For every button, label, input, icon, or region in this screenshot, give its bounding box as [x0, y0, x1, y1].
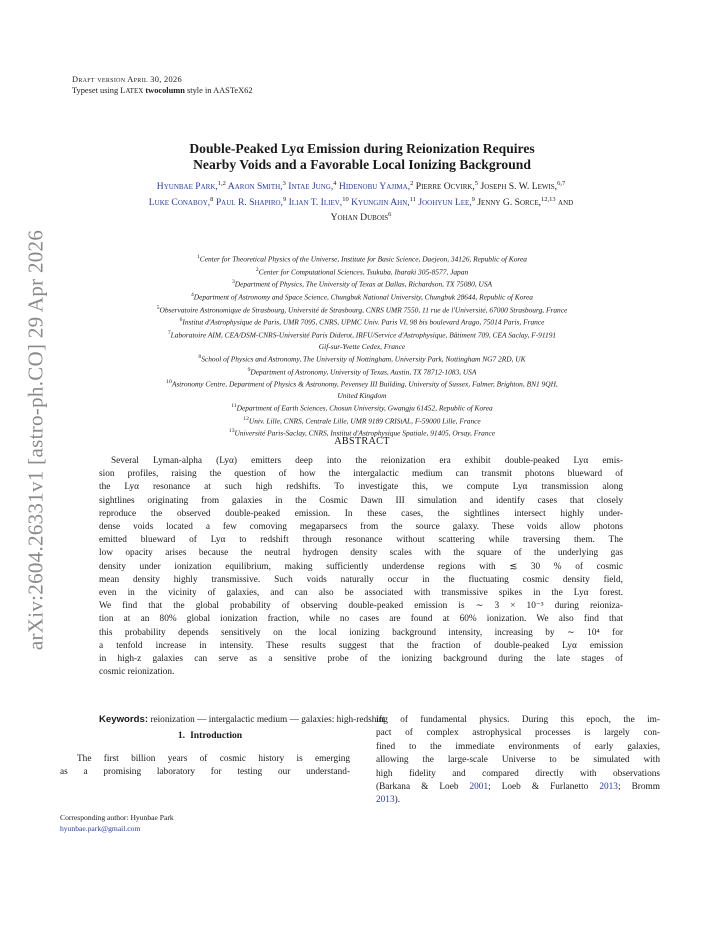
- author-name[interactable]: Intae Jung,: [288, 181, 334, 193]
- affiliation-number: 3: [231, 279, 235, 286]
- author-line-3: [62, 209, 660, 225]
- citation-link[interactable]: 2001: [469, 782, 489, 793]
- left-column: [60, 753, 350, 780]
- right-text-line: fined to the immediate environments of early galaxies,: [376, 741, 660, 752]
- affiliation-number: 10: [166, 379, 172, 386]
- author-name: Jenny G. Sorce,: [477, 196, 542, 208]
- author-affil-mark: 9: [282, 195, 287, 203]
- affiliation-line: $^9$Department of Astronomy, University of Texas, Austin, TX 78712-1083, USA: [247, 366, 477, 377]
- affiliation-number: 8: [198, 353, 202, 360]
- affiliation-number: 2: [255, 266, 259, 273]
- affiliation-number: 5: [156, 304, 160, 311]
- affiliation-line: $^8$School of Physics and Astronomy, The University of Nottingham, University Park, Nottingham NG7 2RD, UK: [198, 353, 526, 364]
- author-affil-mark: 11: [409, 195, 416, 203]
- keywords-text: reionization — intergalactic medium — galaxies: high-redshift: [150, 715, 385, 725]
- section-title: Introduction: [190, 730, 243, 741]
- right-text-line-last: 2013).: [376, 795, 401, 806]
- author-name[interactable]: Hyunbae Park,: [156, 181, 218, 193]
- typeset-note: Typeset using LATEX twocolumn style in AASTeX62: [72, 86, 253, 95]
- title-line-1: Double-Peaked Lyα Emission during Reionization Requires: [189, 141, 535, 156]
- right-text-line: ing of fundamental physics. During this epoch, the im-: [376, 715, 660, 725]
- keywords-label: Keywords:: [99, 714, 149, 725]
- page-header: [72, 74, 253, 97]
- affiliation-line: $^5$Observatoire Astronomique de Strasbourg, Université de Strasbourg, CNRS UMR 7550, 11 rue de l'Université, 67000 Strasbourg, France: [156, 304, 568, 315]
- author-name[interactable]: Luke Conaboy,: [148, 196, 211, 208]
- abstract-line: reproduce the observed double-peaked emission. In these cases, the sightlines intersect highly under-: [99, 508, 623, 519]
- author-affil-mark: 9: [471, 195, 475, 203]
- right-text-line: high fidelity and compared directly with observations: [376, 768, 660, 779]
- affiliation-number: 1: [196, 254, 200, 260]
- title-line-2: Nearby Voids and a Favorable Local Ionizing Background: [193, 157, 531, 172]
- affiliation-line: $^4$Department of Astronomy and Space Science, Chungbuk National University, Chungbuk 28644, Republic of Korea: [190, 292, 534, 302]
- affiliation-number: 9: [247, 366, 251, 373]
- author-conjunction: and: [558, 196, 574, 208]
- affiliation-line: $^{10}$Astronomy Centre, Department of Physics & Astronomy, Pevensey III Building, University of Sussex, Falmer, Brighton, BN1 9QH,: [166, 379, 558, 389]
- left-text-line: The first billion years of cosmic history is emerging: [77, 754, 350, 764]
- right-text-line: allowing the large-scale Universe to be simulated with: [376, 755, 660, 766]
- author-name: Pierre Ocvirk,: [415, 181, 475, 193]
- affiliation-number: 6: [179, 317, 183, 324]
- latex-logo: ATEX: [125, 87, 144, 95]
- abstract-line: sightlines originating from galaxies in the Cosmic Dawn III simulation and identify cases that closely: [99, 495, 623, 506]
- author-name: Yohan Dubois: [330, 212, 389, 224]
- abstract-line: low opacity arises because the neutral hydrogen density scales with the square of the underlying gas: [99, 548, 623, 559]
- author-name[interactable]: Kyungjin Ahn,: [351, 196, 410, 208]
- section-number: 1.: [177, 730, 186, 741]
- affiliation-number: 4: [190, 292, 194, 299]
- keywords: [99, 714, 385, 725]
- author-affil-mark: 4: [333, 180, 337, 187]
- affiliation-line: $^{13}$Université Paris-Saclay, CNRS, Institut d'Astrophysique Spatiale, 91405, Orsay, France: [228, 428, 496, 438]
- abstract-line: emitted blueward of Lyα to redshift through resonance without scattering while traversing them. The: [99, 535, 623, 546]
- author-name[interactable]: Joohyun Lee,: [418, 196, 472, 208]
- abstract-heading: ABSTRACT: [334, 436, 390, 447]
- right-column: [376, 714, 660, 808]
- abstract-line: mean density highly transmissive. Such voids naturally occur in the fluctuating cosmic density field,: [99, 574, 623, 585]
- corresponding-email-link[interactable]: hyunbae.park@gmail.com: [60, 824, 141, 834]
- affiliation-line: $^1$Center for Theoretical Physics of the Universe, Institute for Basic Science, Daejeon, 34126, Republic of Korea: [196, 254, 528, 264]
- right-text-line: pact of complex astrophysical processes is largely con-: [376, 728, 660, 739]
- affiliation-line: $^3$Department of Physics, The University of Texas at Dallas, Richardson, TX 75080, USA: [231, 279, 493, 289]
- citation-link[interactable]: 2013: [599, 782, 618, 793]
- author-line-2: [62, 194, 660, 210]
- author-name[interactable]: Paul R. Shapiro,: [215, 196, 283, 208]
- abstract-line: density under ionization equilibrium, making sufficiently underdense regions with ≲ 30 % of cosmic: [99, 561, 623, 572]
- author-affil-mark: 2: [410, 180, 414, 187]
- author-affil-mark: 3: [282, 180, 286, 187]
- affiliations: [48, 252, 676, 439]
- author-list: [62, 178, 660, 225]
- corresponding-author: [60, 812, 174, 835]
- author-affil-mark: 12,13: [541, 195, 556, 203]
- author-name[interactable]: Aaron Smith,: [227, 181, 283, 193]
- abstract-line: We find that the global probability of observing double-peaked emission is ∼ 3 × 10⁻³ during reioniza-: [99, 601, 623, 612]
- author-line-1: [62, 178, 660, 194]
- author-affil-mark: 1,2: [217, 180, 226, 187]
- corresponding-label: Corresponding author: Hyunbae Park: [60, 813, 174, 822]
- abstract-line: in high-z galaxies can serve as a sensitive probe of the ionizing background during the late stages of: [99, 654, 623, 665]
- affiliation-line: United Kingdom: [337, 390, 387, 400]
- abstract-line: Several Lyman-alpha (Lyα) emitters deep into the reionization era exhibit double-peaked Lyα emis-: [111, 456, 623, 466]
- abstract-line: sion profiles, raising the question of how the intergalactic medium can transmit photons blueward of: [99, 469, 623, 480]
- author-name[interactable]: Hidenobu Yajima,: [338, 181, 411, 193]
- left-text-line: as a promising laboratory for testing our understand-: [60, 767, 350, 778]
- right-text-line-citations: (Barkana & Loeb 2001; Loeb & Furlanetto 2013; Bromm: [376, 782, 660, 793]
- draft-version: Draft version April 30, 2026: [72, 75, 182, 84]
- author-affil-mark: 6: [388, 211, 392, 219]
- section-heading: [60, 730, 360, 741]
- abstract-line: even in the vicinity of galaxies, and can also be associated with transmissive spikes in the Lyα forest.: [99, 588, 623, 599]
- abstract-line: cosmic reionization.: [99, 667, 175, 678]
- affiliation-line: $^7$Laboratoire AIM, CEA/DSM-CNRS-Université Paris Diderot, IRFU/Service d'Astrophysique, Bâtiment 709, CEA Saclay, F-91191: [167, 330, 557, 340]
- arxiv-identifier[interactable]: arXiv:2604.26331v1 [astro-ph.CO] 29 Apr 2026: [23, 229, 48, 651]
- affiliation-line: $^{12}$Univ. Lille, CNRS, Centrale Lille, UMR 9189 CRIStAL, F-59000 Lille, France: [243, 415, 481, 426]
- affiliation-number: 11: [231, 403, 237, 410]
- abstract-body: [99, 455, 623, 679]
- affiliation-line: Gif-sur-Yvette Cedex, France: [318, 341, 406, 351]
- abstract-line: dense voids located a few comoving megaparsecs from the source galaxy. These voids allow photons: [99, 522, 623, 533]
- affiliation-line: $^2$Center for Computational Sciences, Tsukuba, Ibaraki 305-8577, Japan: [255, 266, 469, 277]
- paper-title: [72, 141, 652, 173]
- author-affil-mark: 6,7: [557, 180, 566, 187]
- affiliation-line: $^{11}$Department of Earth Sciences, Chosun University, Gwangju 61452, Republic of Korea: [231, 403, 493, 413]
- author-affil-mark: 8: [210, 195, 214, 203]
- affiliation-line: $^6$Institut d'Astrophysique de Paris, UMR 7095, CNRS, UPMC Univ. Paris VI, 98 bis boulevard Arago, 75014 Paris, France: [179, 317, 545, 327]
- author-name[interactable]: Ilian T. Iliev,: [288, 196, 343, 208]
- abstract-line: this probability depends sensitively on the local ionizing background intensity, increasing by ∼ 10⁴ for: [99, 627, 623, 638]
- abstract-line: tion at an 80% global ionization fraction, while no cases are found at 60% ionization. We also find that: [99, 614, 623, 625]
- author-name: Joseph S. W. Lewis,: [480, 181, 558, 193]
- author-affil-mark: 5: [474, 180, 479, 187]
- affiliation-number: 13: [228, 428, 235, 435]
- citation-link[interactable]: 2013: [376, 795, 395, 806]
- affiliation-number: 7: [167, 330, 171, 337]
- affiliation-number: 12: [243, 415, 249, 422]
- abstract-line: the Lyα resonance at such high redshifts. To investigate this, we compute Lyα transmission along: [99, 482, 623, 493]
- author-affil-mark: 10: [342, 195, 349, 203]
- abstract-line: a tenfold increase in intensity. These results suggest that the fraction of double-peaked Lyα emission: [99, 640, 623, 651]
